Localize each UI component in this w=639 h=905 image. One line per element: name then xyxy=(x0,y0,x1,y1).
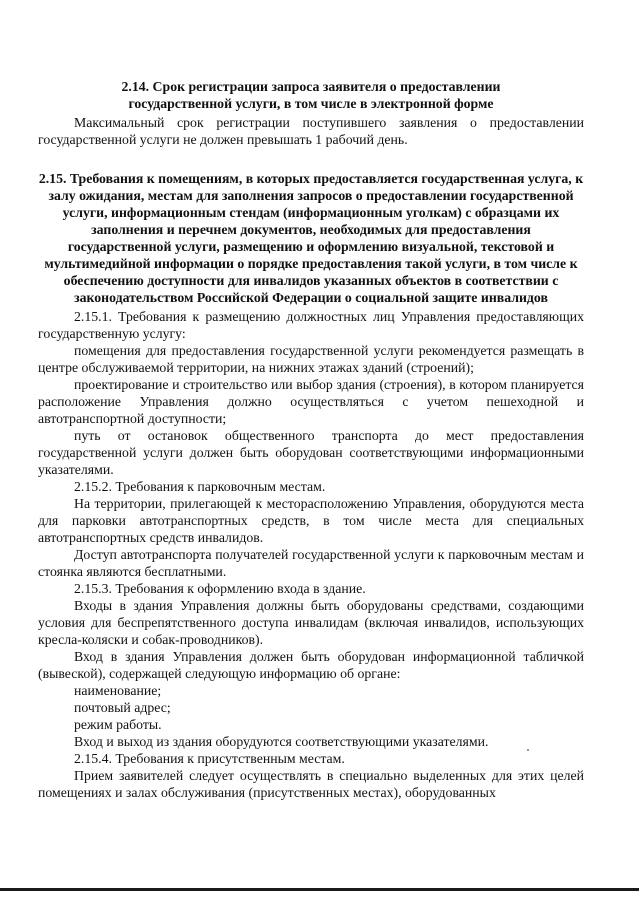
list-item-schedule: режим работы. xyxy=(74,717,162,732)
paragraph-2-15-1-a: помещения для предоставления государственной услуги рекомендуется размещать в центре обслуживаемой территории, на нижних этажах зданий (строений); xyxy=(38,343,584,375)
paragraph-2-15-3: 2.15.3. Требования к оформлению входа в здание. xyxy=(74,581,366,596)
paragraph-2-15-4: 2.15.4. Требования к присутственным местам. xyxy=(74,751,345,766)
section-2-14-heading xyxy=(38,78,584,112)
list-item-address: почтовый адрес; xyxy=(74,700,171,715)
section-2-15-heading: 2.15. Требования к помещениям, в которых предоставляется государственная услуга, к залу ожидания, местам для заполнения запросов о предоставлении государственной услуги, информационным стендам (информационным уголкам) с образцами их заполнения и перечнем документов, необходимых для предоставления государственной услуги, размещению и оформлению визуальной, текстовой и мультимедийной информации о порядке предоставления такой услуги, в том числе к обеспечению доступности для инвалидов указанных объектов в соответствии с законодательством Российской Федерации о социальной защите инвалидов xyxy=(38,171,584,305)
bottom-rule xyxy=(0,888,639,891)
scan-speck xyxy=(527,749,529,751)
paragraph-2-15-1-b: проектирование и строительство или выбор здания (строения), в котором планируется расположение Управления должно осуществляться с учетом пешеходной и автотранспортной доступности; xyxy=(38,377,584,426)
paragraph-2-15-2: 2.15.2. Требования к парковочным местам. xyxy=(74,479,326,494)
page-content xyxy=(38,78,584,801)
section-2-14-heading-line2: государственной услуги, в том числе в электронной форме xyxy=(128,96,494,111)
section-2-14-text: Максимальный срок регистрации поступившего заявления о предоставлении государственной услуги не должен превышать 1 рабочий день. xyxy=(38,115,584,147)
paragraph-2-15-2-b: Доступ автотранспорта получателей государственной услуги к парковочным местам и стоянка являются бесплатными. xyxy=(38,547,584,579)
list-item-name: наименование; xyxy=(74,683,162,698)
paragraph-2-15-1-c: путь от остановок общественного транспорта до мест предоставления государственной услуги должен быть оборудован соответствующими информационными указателями. xyxy=(38,428,584,477)
paragraph-2-15-3-c: Вход и выход из здания оборудуются соответствующими указателями. xyxy=(74,734,489,749)
paragraph-2-15-2-a: На территории, прилегающей к месторасположению Управления, оборудуются места для парковки автотранспортных средств, в том числе места для специальных автотранспортных средств инвалидов. xyxy=(38,496,584,545)
paragraph-2-15-4-a: Прием заявителей следует осуществлять в специально выделенных для этих целей помещениях и залах обслуживания (присутственных местах), оборудованных xyxy=(38,768,584,800)
paragraph-2-15-3-a: Входы в здания Управления должны быть оборудованы средствами, создающими условия для беспрепятственного доступа инвалидам (включая инвалидов, использующих кресла-коляски и собак-проводников). xyxy=(38,598,584,647)
section-2-14-heading-line1: 2.14. Срок регистрации запроса заявителя о предоставлении xyxy=(121,79,501,94)
paragraph-2-15-1: 2.15.1. Требования к размещению должностных лиц Управления предоставляющих государственную услугу: xyxy=(38,309,584,341)
paragraph-2-15-3-b: Вход в здания Управления должен быть оборудован информационной табличкой (вывеской), содержащей следующую информацию об органе: xyxy=(38,649,584,681)
